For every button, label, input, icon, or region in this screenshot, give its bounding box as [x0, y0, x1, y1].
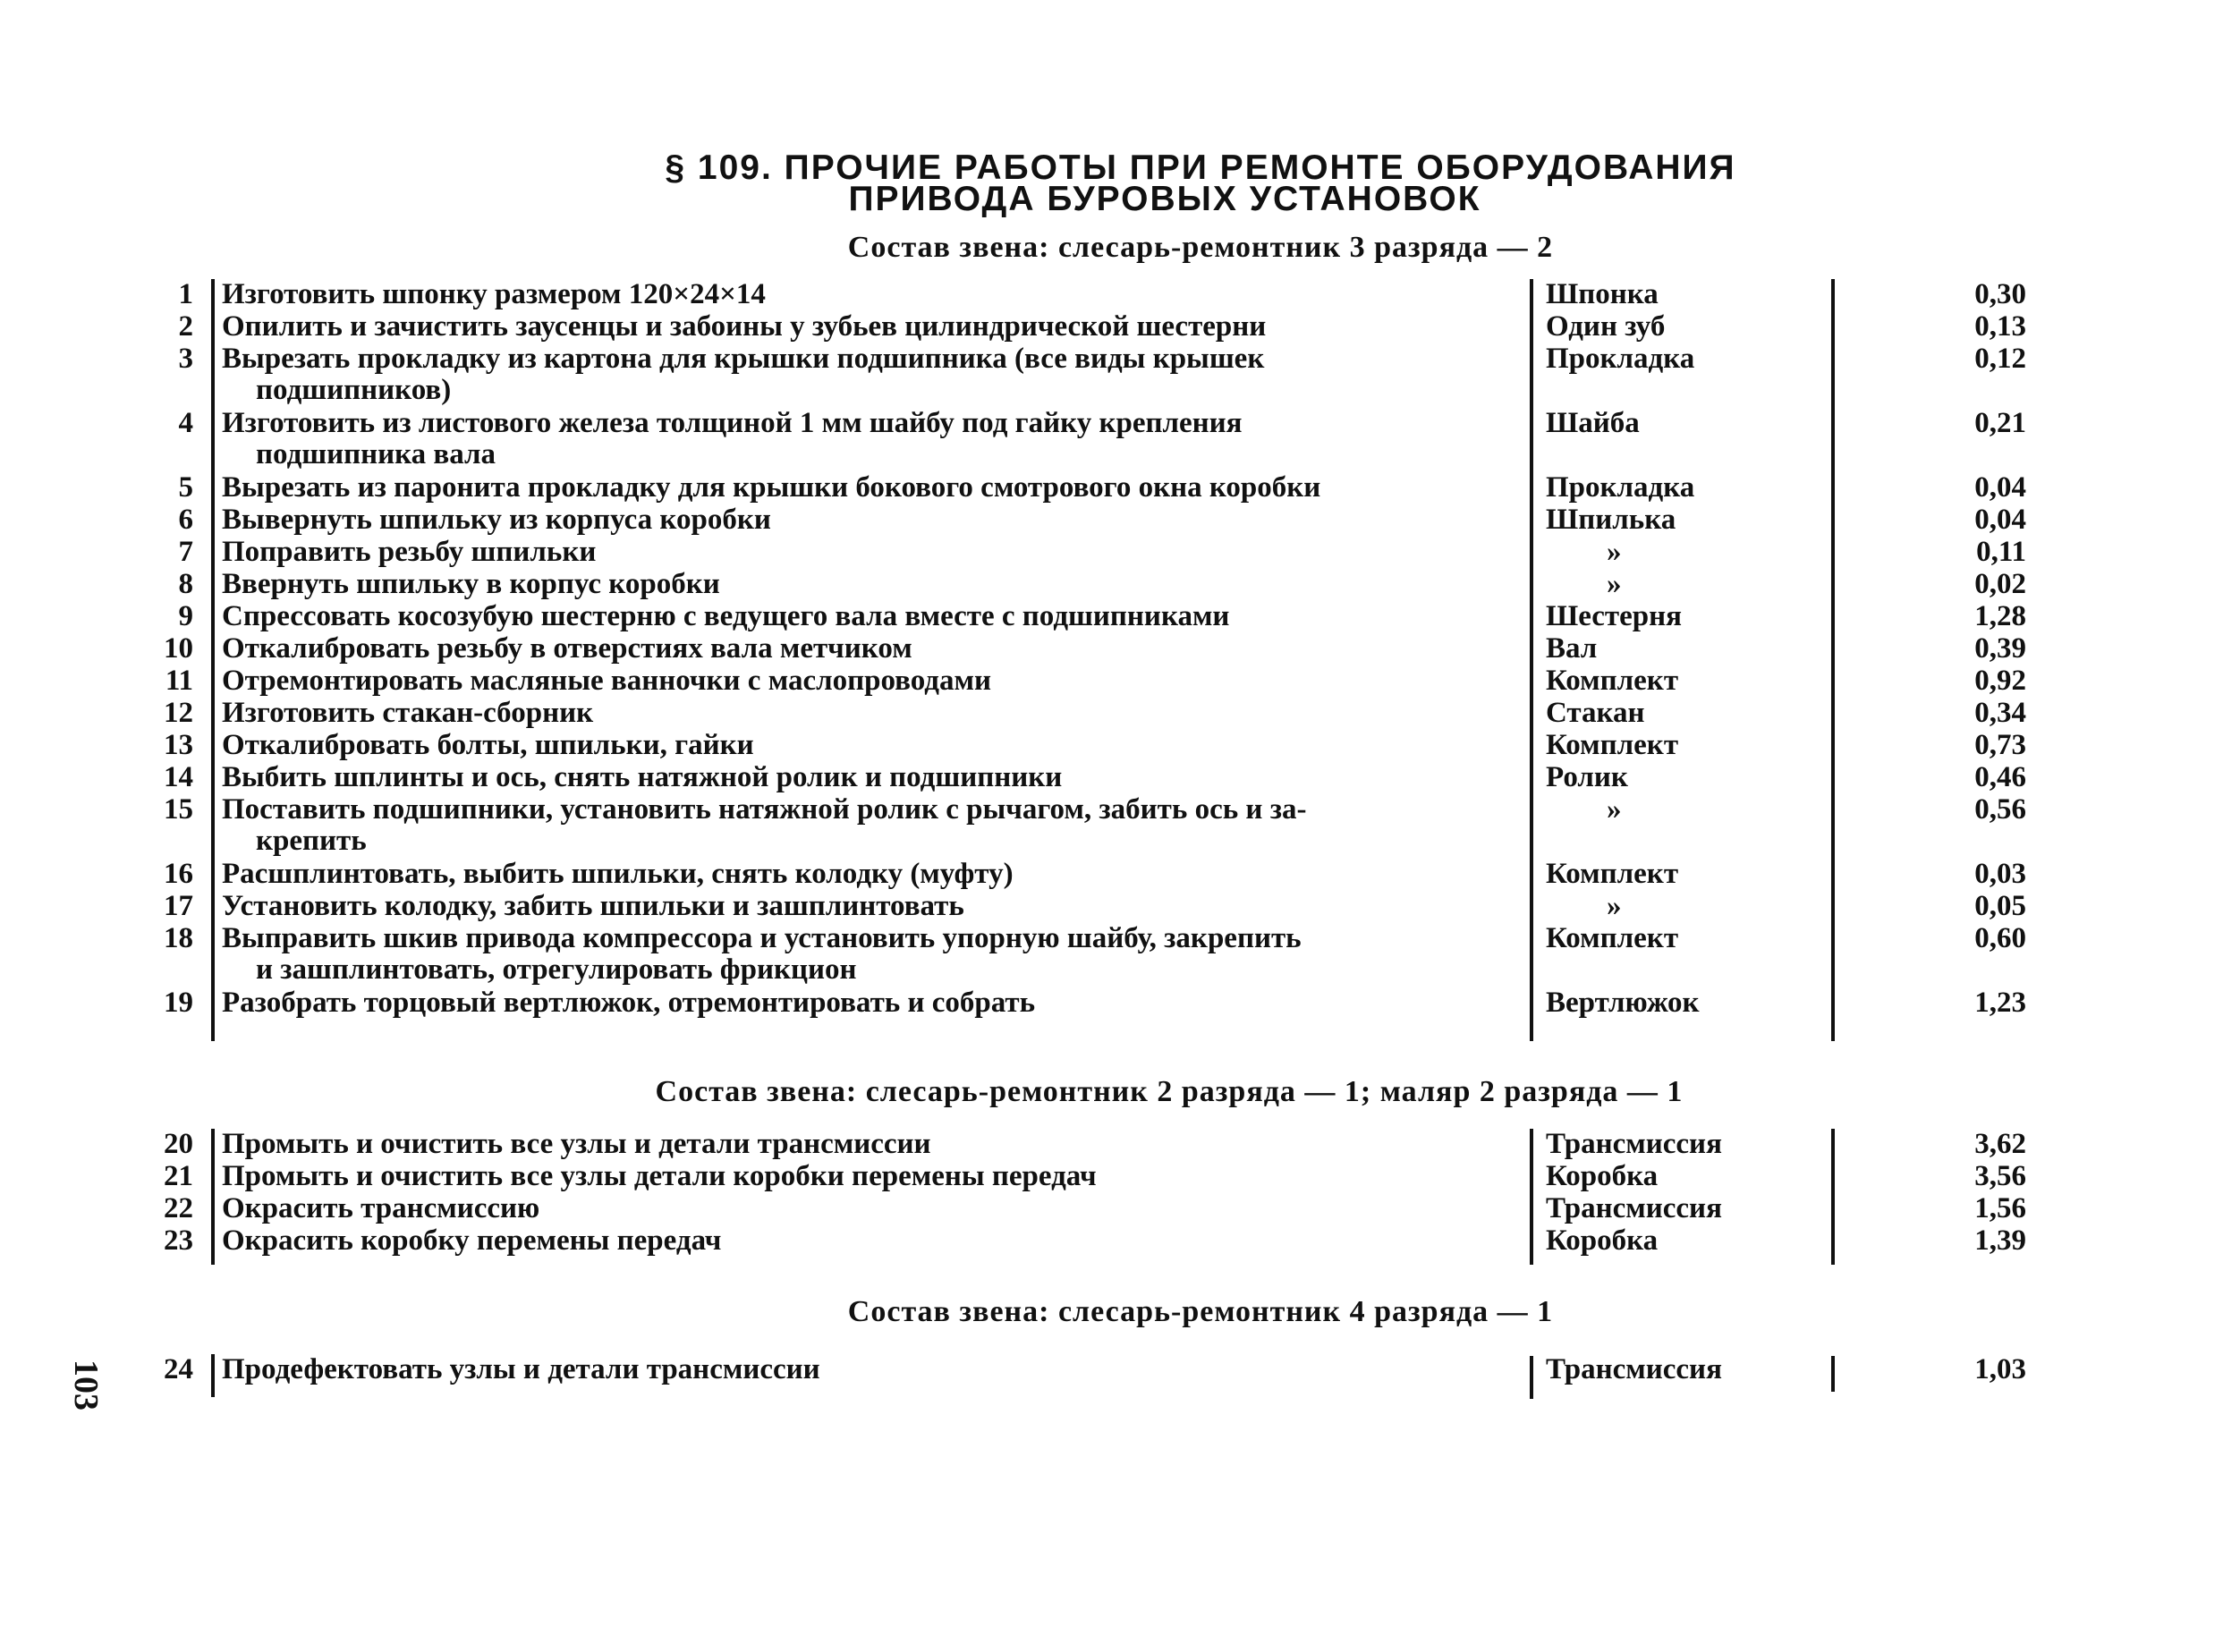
work-description — [222, 794, 1515, 857]
unit-of-measure: Стакан — [1546, 697, 1645, 729]
column-rule — [211, 279, 215, 1041]
work-description-text: Изготовить стакан-сборник — [222, 697, 594, 729]
page-number: 103 — [67, 1360, 105, 1411]
work-description — [222, 1129, 1515, 1160]
work-description — [222, 730, 1515, 761]
crew-composition-3: Состав звена: слесарь-ремонтник 4 разряда — 1 — [847, 1295, 1554, 1328]
time-norm-value: 0,03 — [1974, 858, 2026, 890]
row-number: 18 — [164, 922, 193, 954]
work-description-continuation: и зашплинтовать, отрегулировать фрикцион — [256, 953, 857, 986]
time-norm-value: 0,46 — [1974, 761, 2026, 793]
unit-of-measure: Комплект — [1546, 858, 1679, 890]
section-title-line-2: ПРИВОДА БУРОВЫХ УСТАНОВОК — [848, 180, 1481, 218]
row-number: 21 — [164, 1160, 193, 1192]
row-number: 24 — [164, 1353, 193, 1385]
time-norm-value: 1,03 — [1974, 1353, 2026, 1385]
work-description — [222, 698, 1515, 729]
unit-of-measure: Трансмиссия — [1546, 1353, 1722, 1385]
unit-of-measure: Коробка — [1546, 1224, 1659, 1257]
time-norm-value: 0,11 — [1976, 536, 2026, 568]
time-norm-value: 0,04 — [1974, 471, 2026, 504]
work-description-text: Ввернуть шпильку в корпус коробки — [222, 568, 720, 600]
row-number: 13 — [164, 729, 193, 761]
time-norm-value: 0,30 — [1974, 278, 2026, 310]
unit-of-measure: » — [1607, 793, 1622, 826]
row-number: 8 — [178, 568, 193, 600]
work-description — [222, 537, 1515, 568]
work-description — [222, 601, 1515, 632]
unit-of-measure: Шпилька — [1546, 504, 1676, 536]
work-description-text: Вырезать прокладку из картона для крышки подшипника (все виды крышек — [222, 343, 1265, 375]
time-norm-value: 0,05 — [1974, 890, 2026, 922]
work-description-text: Установить колодку, забить шпильки и зашплинтовать — [222, 890, 964, 922]
work-description-text: Окрасить коробку перемены передач — [222, 1224, 722, 1257]
column-rule — [1530, 279, 1533, 1041]
work-description-text: Продефектовать узлы и детали трансмиссии — [222, 1353, 820, 1385]
unit-of-measure: Комплект — [1546, 665, 1679, 697]
work-description-text: Промыть и очистить все узлы детали коробки перемены передач — [222, 1160, 1097, 1192]
unit-of-measure: Один зуб — [1546, 310, 1666, 343]
time-norm-value: 3,56 — [1974, 1160, 2026, 1192]
row-number: 9 — [178, 600, 193, 632]
column-rule — [211, 1129, 215, 1265]
row-number: 20 — [164, 1128, 193, 1160]
row-number: 15 — [164, 793, 193, 826]
work-description-text: Поправить резьбу шпильки — [222, 536, 597, 568]
time-norm-value: 0,56 — [1974, 793, 2026, 826]
crew-composition-2: Состав звена: слесарь-ремонтник 2 разряда — 1; маляр 2 разряда — 1 — [655, 1075, 1684, 1108]
unit-of-measure: Трансмиссия — [1546, 1192, 1722, 1224]
time-norm-value: 0,34 — [1974, 697, 2026, 729]
unit-of-measure: Коробка — [1546, 1160, 1659, 1192]
work-description-text: Выправить шкив привода компрессора и установить упорную шайбу, закрепить — [222, 922, 1302, 954]
time-norm-value: 0,12 — [1974, 343, 2026, 375]
row-number: 2 — [178, 310, 193, 343]
row-number: 22 — [164, 1192, 193, 1224]
work-description-text: Отремонтировать масляные ванночки с маслопроводами — [222, 665, 991, 697]
work-description — [222, 1225, 1515, 1257]
unit-of-measure: Шпонка — [1546, 278, 1659, 310]
unit-of-measure: Вал — [1546, 632, 1598, 665]
work-description — [222, 504, 1515, 536]
work-description-continuation: подшипника вала — [256, 438, 496, 470]
row-number: 10 — [164, 632, 193, 665]
unit-of-measure: Прокладка — [1546, 471, 1695, 504]
column-rule — [211, 1354, 215, 1397]
unit-of-measure: » — [1607, 536, 1622, 568]
column-rule — [1831, 1356, 1835, 1392]
work-description-text: Поставить подшипники, установить натяжной ролик с рычагом, забить ось и за- — [222, 793, 1307, 826]
time-norm-value: 0,73 — [1974, 729, 2026, 761]
work-description — [222, 408, 1515, 470]
work-description-text: Разобрать торцовый вертлюжок, отремонтировать и собрать — [222, 987, 1036, 1019]
unit-of-measure: Трансмиссия — [1546, 1128, 1722, 1160]
unit-of-measure: Ролик — [1546, 761, 1628, 793]
crew-composition-1: Состав звена: слесарь-ремонтник 3 разряда — 2 — [847, 231, 1554, 264]
time-norm-value: 0,21 — [1974, 407, 2026, 439]
work-description — [222, 569, 1515, 600]
time-norm-value: 1,23 — [1974, 987, 2026, 1019]
work-description-text: Вырезать из паронита прокладку для крышки бокового смотрового окна коробки — [222, 471, 1321, 504]
row-number: 7 — [178, 536, 193, 568]
unit-of-measure: » — [1607, 890, 1622, 922]
work-description — [222, 343, 1515, 406]
work-description-continuation: подшипников) — [256, 374, 452, 406]
unit-of-measure: Прокладка — [1546, 343, 1695, 375]
row-number: 1 — [178, 278, 193, 310]
unit-of-measure: » — [1607, 568, 1622, 600]
work-description — [222, 923, 1515, 986]
work-description — [222, 891, 1515, 922]
column-rule — [1831, 1129, 1835, 1265]
time-norm-value: 0,39 — [1974, 632, 2026, 665]
row-number: 11 — [165, 665, 193, 697]
work-description-text: Спрессовать косозубую шестерню с ведущего вала вместе с подшипниками — [222, 600, 1230, 632]
row-number: 16 — [164, 858, 193, 890]
time-norm-value: 1,28 — [1974, 600, 2026, 632]
section-title-line-1: § 109. ПРОЧИЕ РАБОТЫ ПРИ РЕМОНТЕ ОБОРУДОВАНИЯ — [665, 148, 1736, 187]
work-description-continuation: крепить — [256, 825, 367, 857]
work-description-text: Опилить и зачистить заусенцы и забоины у зубьев цилиндрической шестерни — [222, 310, 1267, 343]
time-norm-value: 0,04 — [1974, 504, 2026, 536]
work-description — [222, 859, 1515, 890]
row-number: 14 — [164, 761, 193, 793]
work-description-text: Откалибровать резьбу в отверстиях вала метчиком — [222, 632, 912, 665]
work-description-text: Изготовить из листового железа толщиной 1 мм шайбу под гайку крепления — [222, 407, 1243, 439]
row-number: 6 — [178, 504, 193, 536]
column-rule — [1530, 1356, 1533, 1399]
unit-of-measure: Шестерня — [1546, 600, 1683, 632]
row-number: 5 — [178, 471, 193, 504]
time-norm-value: 0,13 — [1974, 310, 2026, 343]
time-norm-value: 0,92 — [1974, 665, 2026, 697]
work-description — [222, 1354, 1515, 1385]
work-description-text: Изготовить шпонку размером 120×24×14 — [222, 278, 766, 310]
row-number: 12 — [164, 697, 193, 729]
row-number: 23 — [164, 1224, 193, 1257]
time-norm-value: 3,62 — [1974, 1128, 2026, 1160]
work-description-text: Откалибровать болты, шпильки, гайки — [222, 729, 754, 761]
work-description-text: Расшплинтовать, выбить шпильки, снять колодку (муфту) — [222, 858, 1014, 890]
work-description — [222, 279, 1515, 310]
work-description — [222, 472, 1515, 504]
column-rule — [1530, 1129, 1533, 1265]
work-description — [222, 1193, 1515, 1224]
row-number: 19 — [164, 987, 193, 1019]
row-number: 3 — [178, 343, 193, 375]
time-norm-value: 1,39 — [1974, 1224, 2026, 1257]
unit-of-measure: Комплект — [1546, 922, 1679, 954]
work-description — [222, 762, 1515, 793]
unit-of-measure: Шайба — [1546, 407, 1640, 439]
time-norm-value: 0,02 — [1974, 568, 2026, 600]
work-description — [222, 665, 1515, 697]
time-norm-value: 0,60 — [1974, 922, 2026, 954]
work-description — [222, 311, 1515, 343]
work-description — [222, 1161, 1515, 1192]
work-description-text: Вывернуть шпильку из корпуса коробки — [222, 504, 771, 536]
work-description — [222, 633, 1515, 665]
unit-of-measure: Комплект — [1546, 729, 1679, 761]
work-description-text: Выбить шплинты и ось, снять натяжной ролик и подшипники — [222, 761, 1063, 793]
row-number: 4 — [178, 407, 193, 439]
work-description-text: Окрасить трансмиссию — [222, 1192, 540, 1224]
work-description — [222, 987, 1515, 1019]
column-rule — [1831, 279, 1835, 1041]
unit-of-measure: Вертлюжок — [1546, 987, 1700, 1019]
time-norm-value: 1,56 — [1974, 1192, 2026, 1224]
row-number: 17 — [164, 890, 193, 922]
work-description-text: Промыть и очистить все узлы и детали трансмиссии — [222, 1128, 931, 1160]
